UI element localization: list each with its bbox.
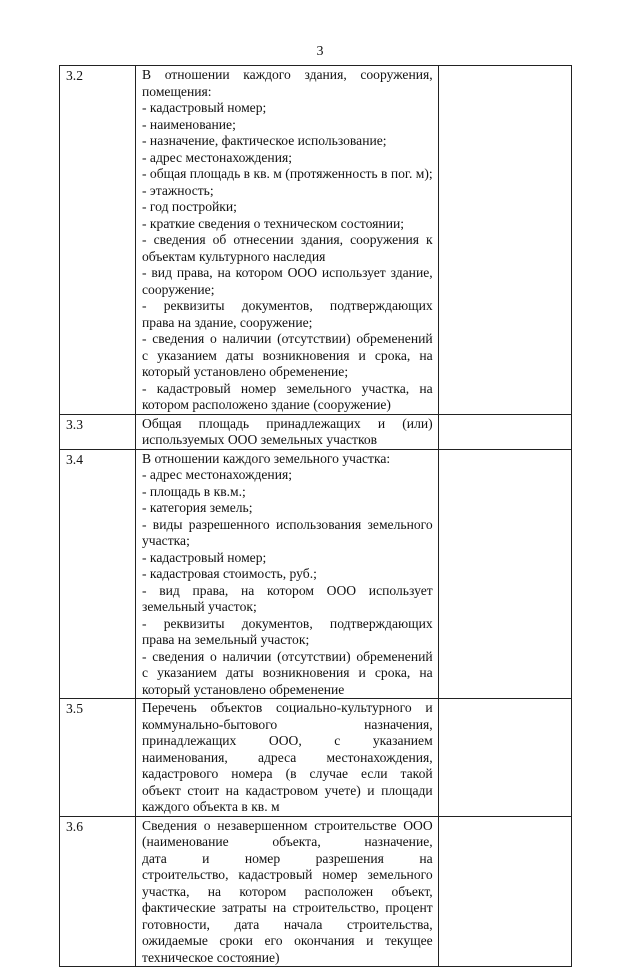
description-line: - наименование; xyxy=(142,116,236,132)
description-line: - реквизиты документов, подтверждающих xyxy=(142,615,433,631)
description-line: котором расположено здание (сооружение) xyxy=(142,397,391,412)
table-row xyxy=(60,449,572,699)
description-line: с указанием даты возникновения и срока, на xyxy=(142,665,433,680)
description-line: - кадастровый номер; xyxy=(142,100,267,115)
description-line: - этажность; xyxy=(142,182,214,198)
empty-cell xyxy=(438,816,571,967)
table-row xyxy=(60,816,572,967)
description-line: - адрес местонахождения; xyxy=(142,149,293,165)
table-row xyxy=(60,699,572,817)
description-line: ожидаемые сроки его окончания и текущее xyxy=(142,933,433,948)
description-line: принадлежащих ООО, с указанием xyxy=(142,733,433,748)
description-line: строительство, кадастровый номер земельного xyxy=(142,867,433,882)
description-line: помещения: xyxy=(142,83,212,99)
description-line: права на земельный участок; xyxy=(142,632,310,647)
item-description xyxy=(136,414,439,449)
description-line: - сведения об отнесении здания, сооружения к xyxy=(142,232,433,247)
requirements-table xyxy=(59,65,572,967)
description-line: - адрес местонахождения; xyxy=(142,467,293,482)
empty-cell xyxy=(438,66,571,415)
page-number: 3 xyxy=(316,44,324,59)
description-line: земельный участок; xyxy=(142,599,257,614)
description-line: сооружение; xyxy=(142,281,215,297)
description-line: техническое состояние) xyxy=(142,949,280,965)
description-line: который установлено обременение xyxy=(142,681,345,697)
empty-cell xyxy=(438,699,571,817)
item-description xyxy=(136,66,439,415)
description-line: Перечень объектов социально-культурного и xyxy=(142,700,433,715)
item-description xyxy=(136,699,439,817)
description-line: - площадь в кв.м.; xyxy=(142,483,246,499)
description-line: - кадастровый номер земельного участка, на xyxy=(142,380,433,396)
item-number: 3.3 xyxy=(60,414,136,449)
description-line: - год постройки; xyxy=(142,199,237,214)
description-line: - вид права, на котором ООО использует здание, xyxy=(142,265,433,280)
empty-cell xyxy=(438,414,571,449)
table-row xyxy=(60,414,572,449)
description-line: В отношении каждого земельного участка: xyxy=(142,450,391,466)
description-line: коммунально-бытового назначения, xyxy=(142,716,433,732)
description-line: Сведения о незавершенном строительстве ООО xyxy=(142,817,433,833)
item-description xyxy=(136,449,439,699)
description-line: права на здание, сооружение; xyxy=(142,314,313,330)
empty-cell xyxy=(438,449,571,699)
description-line: - общая площадь в кв. м (протяженность в пог. м); xyxy=(142,166,433,181)
description-line: объектам культурного наследия xyxy=(142,248,326,264)
description-line: дата и номер разрешения на xyxy=(142,850,433,866)
description-line: - реквизиты документов, подтверждающих xyxy=(142,298,433,313)
description-line: используемых ООО земельных участков xyxy=(142,432,378,447)
description-line: кадастрового номера (в случае если такой xyxy=(142,766,433,781)
description-line: с указанием даты возникновения и срока, на xyxy=(142,347,433,363)
description-line: - назначение, фактическое использование; xyxy=(142,133,387,148)
description-line: наименования, адреса местонахождения, xyxy=(142,749,433,765)
description-line: фактические затраты на строительство, процент xyxy=(142,900,433,915)
item-number: 3.5 xyxy=(60,699,136,817)
description-line: Общая площадь принадлежащих и (или) xyxy=(142,415,433,431)
item-number: 3.4 xyxy=(60,449,136,699)
item-number: 3.6 xyxy=(60,816,136,967)
description-line: - краткие сведения о техническом состоянии; xyxy=(142,215,405,231)
description-line: - вид права, на котором ООО использует xyxy=(142,582,433,598)
description-line: готовности, дата начала строительства, xyxy=(142,916,433,932)
description-line: который установлено обременение; xyxy=(142,364,349,379)
description-line: участка; xyxy=(142,533,190,548)
description-line: каждого объекта в кв. м xyxy=(142,799,280,814)
description-line: В отношении каждого здания, сооружения, xyxy=(142,67,433,82)
description-line: - кадастровая стоимость, руб.; xyxy=(142,566,317,581)
description-line: - кадастровый номер; xyxy=(142,549,267,565)
description-line: участка, на котором расположен объект, xyxy=(142,883,433,899)
description-line: - категория земель; xyxy=(142,500,253,515)
description-line: - виды разрешенного использования земельного xyxy=(142,516,433,532)
table-row xyxy=(60,66,572,415)
item-number: 3.2 xyxy=(60,66,136,415)
description-line: объект стоит на кадастровом учете) и площади xyxy=(142,782,433,798)
description-line: - сведения о наличии (отсутствии) обременений xyxy=(142,648,433,664)
description-line: (наименование объекта, назначение, xyxy=(142,834,433,849)
item-description xyxy=(136,816,439,967)
description-line: - сведения о наличии (отсутствии) обременений xyxy=(142,331,433,346)
